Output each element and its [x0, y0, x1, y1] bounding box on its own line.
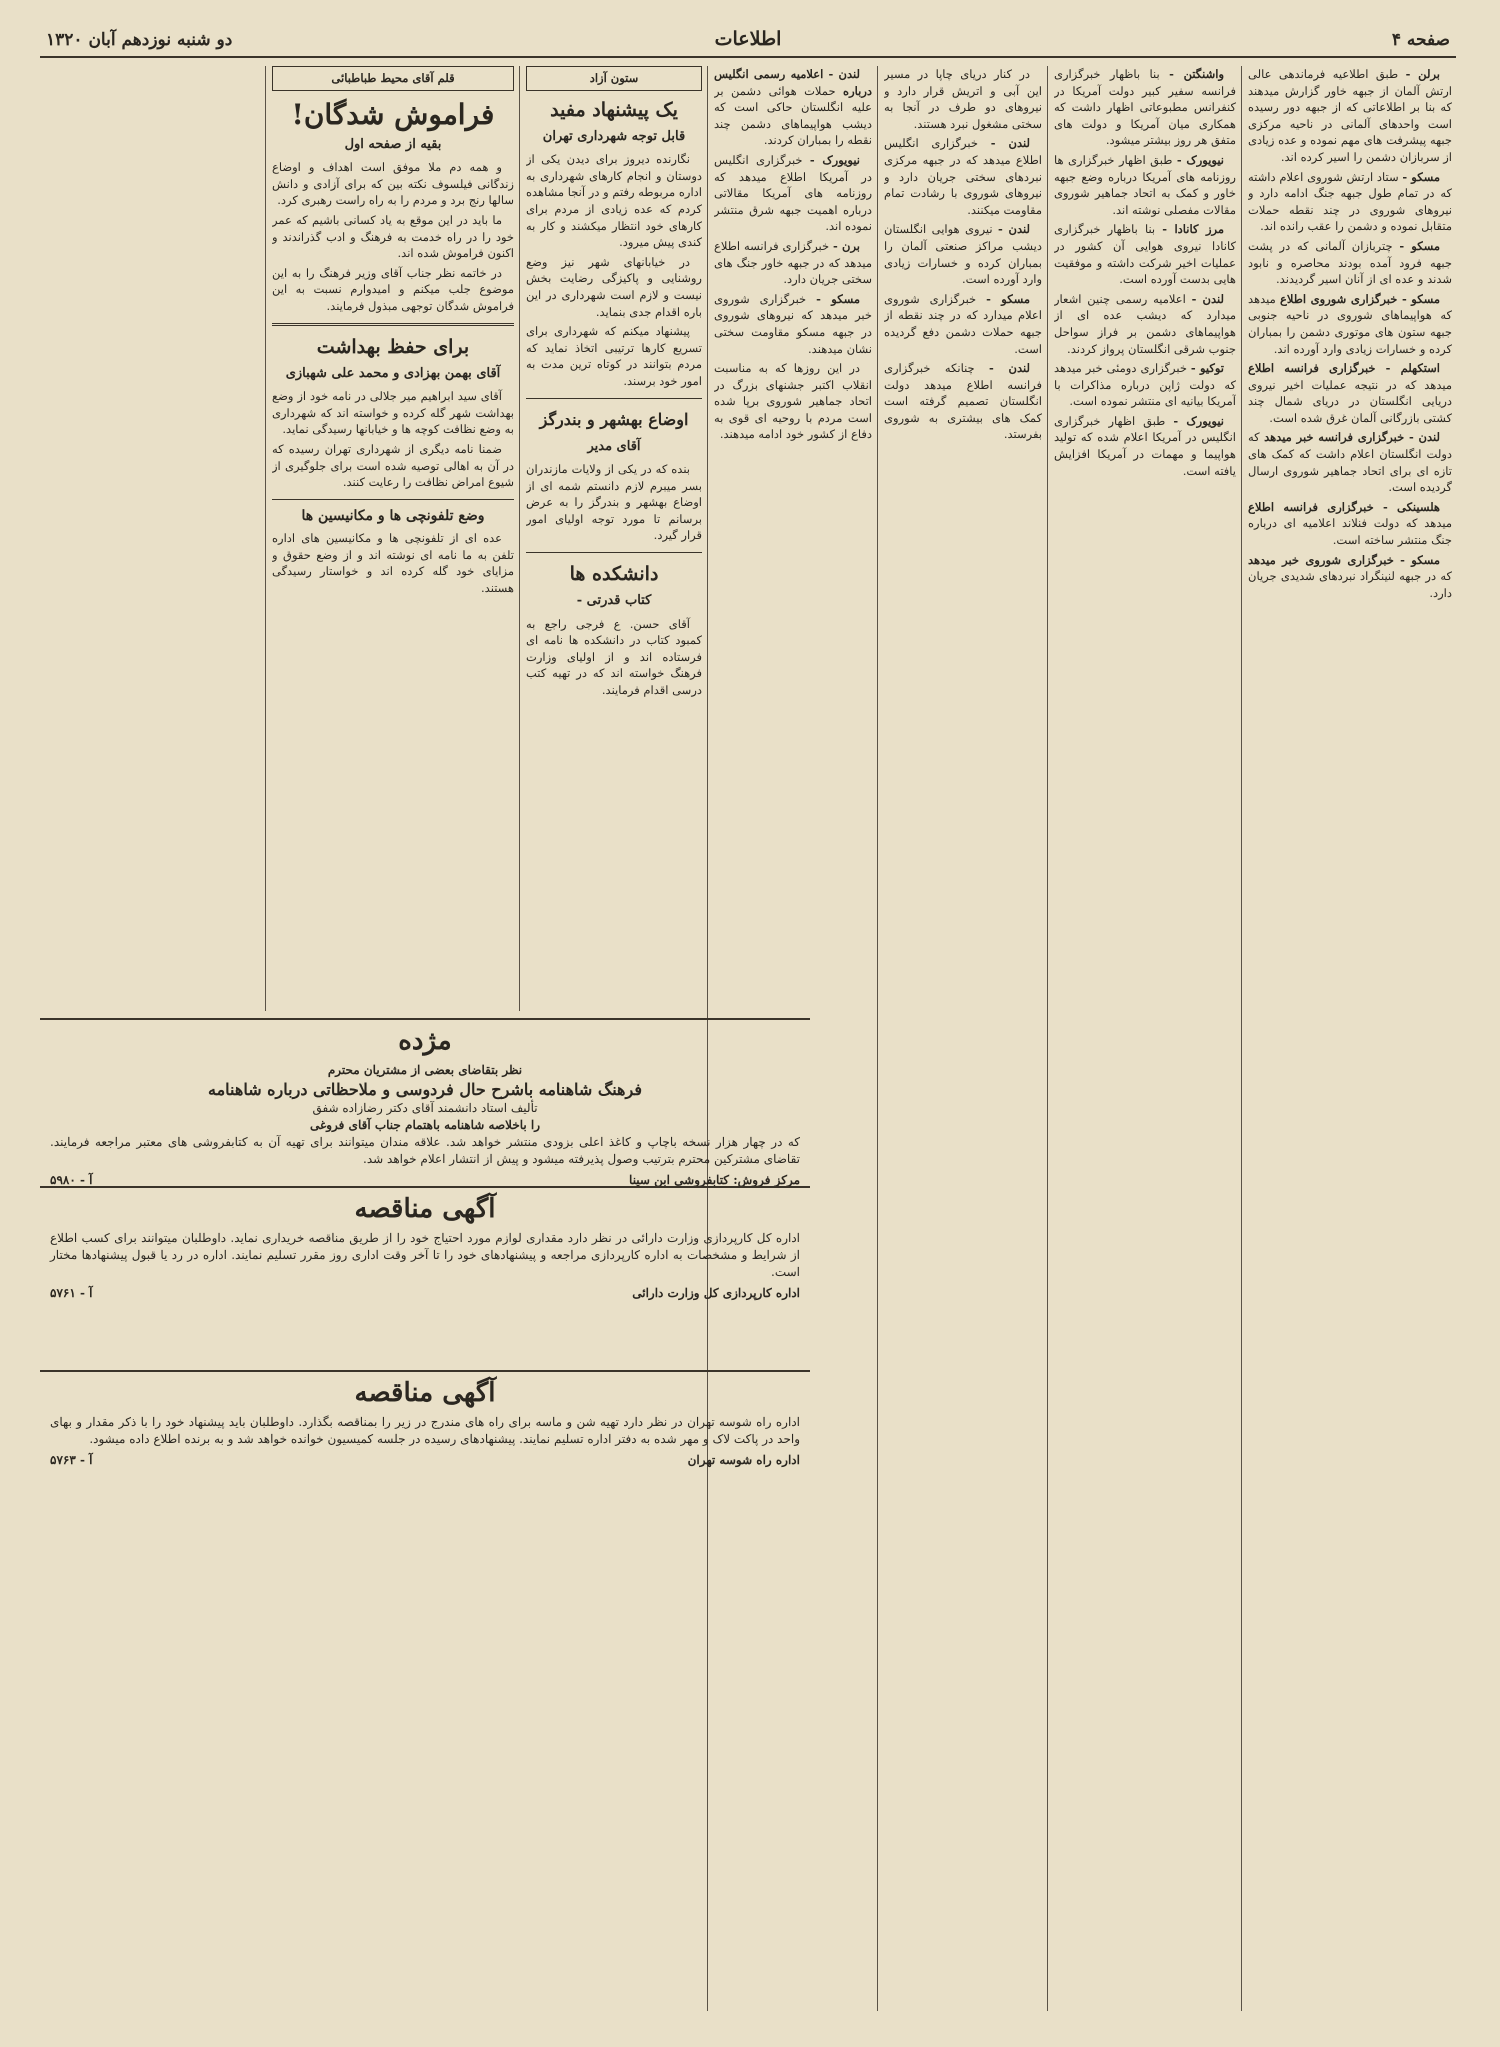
- column-rule: [1241, 66, 1242, 2011]
- tender-signature: اداره راه شوسه تهران: [687, 1453, 800, 1467]
- announcement-box: [40, 1018, 810, 1187]
- news-dispatch: [1248, 552, 1452, 602]
- news-dispatch: [1054, 360, 1236, 410]
- dispatch-dateline: لندن - اعلامیه رسمی انگلیس درباره: [714, 67, 872, 98]
- dispatch-text: چنانکه خبرگزاری فرانسه اطلاع میدهد دولت انگلستان تصمیم گرفته است کمک های بیشتری به شوروی بفرستد.: [884, 361, 1042, 442]
- announcement-author: تألیف استاد دانشمند آقای دکتر رضازاده شفق: [312, 1101, 538, 1115]
- announcement-body: که در چهار هزار نسخه باچاپ و کاغذ اعلی بزودی منتشر خواهد شد. علاقه مندان میتوانند برای تهیه آن به کتابفروشی های معتبر مراجعه فرمایند. تقاضای مشترکین محترم بترتیب وصول پذیرفته میشود و پیش از انتشار اعلام خواهد شد.: [50, 1135, 800, 1166]
- tender-code: آ - ۵۷۶۳: [50, 1453, 93, 1467]
- news-dispatch: [884, 221, 1042, 287]
- section-title: اوضاع بهشهر و بندرگز: [539, 409, 689, 429]
- dispatch-dateline: برلن -: [1405, 67, 1440, 81]
- section-title: دانشکده ها: [569, 563, 659, 586]
- article-paragraph: بنده که در یکی از ولایات مازندران بسر میبرم لازم دانستم شمه ای از اوضاع بهشهر و بندرگز را به عرض برسانم تا مورد توجه اولیای امور قرار گیرد.: [526, 462, 702, 543]
- news-column-3: [884, 66, 1042, 2021]
- dispatch-dateline: نیویورک -: [1173, 413, 1224, 428]
- dispatch-list: [714, 66, 872, 443]
- news-dispatch: [884, 360, 1042, 443]
- dispatch-text: خبرگزاری دومئی خبر میدهد که دولت ژاپن درباره مذاکرات با آمریکا بیانیه ای منتشر نموده است.: [1054, 361, 1236, 409]
- dispatch-dateline: واشنگتن -: [1169, 67, 1224, 81]
- tender-notice: [40, 1186, 810, 1356]
- news-dispatch: [884, 291, 1042, 357]
- tender-footer: [50, 1452, 800, 1469]
- dispatch-text: خبرگزاری انگلیس اطلاع میدهد که در جبهه مرکزی نبردهای سختی جریان دارد و نیروهای شوروی با رشادت تمام مقاومت میکنند.: [884, 136, 1042, 217]
- dispatch-dateline: لندن -: [1191, 291, 1225, 306]
- dispatch-dateline: استکهلم - خبرگزاری فرانسه اطلاع: [1248, 361, 1440, 376]
- page-number: صفحه ۴: [1391, 30, 1450, 50]
- news-dispatch: [714, 152, 872, 235]
- column-title: ستون آزاد: [526, 66, 702, 91]
- dispatch-dateline: لندن - خبرگزاری فرانسه خبر میدهد: [1264, 430, 1440, 445]
- dispatch-dateline: برن -: [832, 238, 861, 253]
- section-subtitle: کتاب قدرتی -: [576, 593, 652, 609]
- announcement-subtitle: فرهنگ شاهنامه باشرح حال فردوسی و ملاحظاتی درباره شاهنامه: [208, 1080, 642, 1099]
- news-dispatch: [1248, 238, 1452, 288]
- article-paragraph: پیشنهاد میکنم که شهرداری برای تسریع کارها ترتیبی اتخاذ نماید که مردم بتوانند در کوتاه ترین مدت به امور خود برسند.: [526, 324, 702, 388]
- news-dispatch: [884, 66, 1042, 132]
- tender-body: اداره کل کارپردازی وزارت دارائی در نظر دارد مقداری لوازم مورد احتیاج خود را از طریق مناقصه خریداری نماید. داوطلبان میتوانند برای کسب اطلاع از شرایط و مشخصات به اداره کارپردازی مراجعه و پیشنهادهای خود را تا آخر وقت اداری روز مقرر تسلیم نمایند. اداره در رد یا قبول پیشنهادها مختار است.: [50, 1231, 800, 1279]
- news-dispatch: [1054, 66, 1236, 149]
- news-column-2: [1054, 66, 1236, 2021]
- dispatch-text: میدهد که در نتیجه عملیات اخیر نیروی دریایی انگلستان در دریای شمال چند کشتی بازرگانی آلمان غرق شده است.: [1248, 377, 1452, 425]
- dispatch-dateline: هلسینکی - خبرگزاری فرانسه اطلاع: [1248, 499, 1440, 514]
- dispatch-text: در کنار دریای چاپا در مسیر این آبی و اتریش قرار دارد و نیروهای دو طرف در آنجا به سختی مشغول نبرد هستند.: [884, 67, 1042, 131]
- news-dispatch: [1054, 221, 1236, 287]
- column-rule: [519, 66, 520, 1011]
- dispatch-text: نیروی هوایی انگلستان دیشب مراکز صنعتی آلمان را بمباران کرده و خسارات زیادی وارد آورده است.: [884, 222, 1042, 287]
- dispatch-dateline: مسکو - خبرگزاری شوروی اطلاع: [1280, 291, 1440, 306]
- dispatch-text: بنا باظهار خبرگزاری کانادا نیروی هوایی آن کشور در عملیات اخیر شرکت داشته و موفقیت هایی بدست آورده است.: [1054, 222, 1236, 287]
- masthead: [40, 26, 1456, 58]
- news-dispatch: [1248, 360, 1452, 426]
- dispatch-text: حملات هوائی دشمن بر علیه انگلستان حاکی است که دیشب هواپیماهای دشمن چند نقطه را بمباران کردند.: [714, 83, 872, 148]
- dispatch-text: طبق اظهار خبرگزاری ها روزنامه های آمریکا درباره وضع جبهه خاور و کمک به اتحاد جماهیر شوروی مقالات مفصلی نوشته اند.: [1054, 152, 1236, 217]
- section-author: آقای مدیر: [587, 438, 641, 454]
- article-subhead: قابل توجه شهرداری تهران: [542, 128, 686, 144]
- article-paragraph: در خاتمه نظر جناب آقای وزیر فرهنگ را به این موضوع جلب میکنم و امیدوارم نسبت به این فراموش شدگان توجهی مبذول فرمایند.: [272, 265, 514, 313]
- tender-notice: [40, 1370, 810, 1550]
- dispatch-text: در این روزها که به مناسبت انقلاب اکتبر جشنهای بزرگ در اتحاد جماهیر شوروی برپا شده است مردم با روحیه ای قوی به دفاع از کشور خود ادامه میدهند.: [714, 361, 872, 442]
- news-dispatch: [1054, 291, 1236, 357]
- announcement-publisher: را باخلاصه شاهنامه باهتمام جناب آقای فروغی: [309, 1118, 541, 1132]
- news-dispatch: [1248, 499, 1452, 549]
- tender-title: آگهی مناقصه: [354, 1378, 496, 1408]
- news-dispatch: [1248, 169, 1452, 235]
- newspaper-name: اطلاعات: [714, 28, 782, 50]
- dispatch-text: ستاد ارتش شوروی اعلام داشته که در تمام طول جبهه جنگ ادامه دارد و نیروهای شوروی در چند نقطه حملات متقابل نموده و دشمن را عقب رانده اند.: [1248, 169, 1452, 234]
- dispatch-dateline: مسکو -: [816, 291, 860, 306]
- dispatch-dateline: لندن -: [998, 222, 1030, 237]
- news-dispatch: [714, 360, 872, 443]
- news-column-1: [1248, 66, 1452, 2021]
- article-headline: فراموش شدگان!: [291, 97, 495, 131]
- tender-footer: [50, 1285, 800, 1302]
- dispatch-dateline: لندن -: [990, 136, 1031, 151]
- news-dispatch: [1248, 291, 1452, 357]
- dispatch-dateline: نیویورک -: [1176, 152, 1225, 167]
- article-paragraph: ما باید در این موقع به یاد کسانی باشیم که عمر خود را در راه خدمت به فرهنگ و ادب گذراندند و اکنون فراموش شده اند.: [272, 212, 514, 261]
- dispatch-dateline: مسکو -: [986, 291, 1030, 306]
- article-paragraph: آقای سید ابراهیم میر جلالی در نامه خود از وضع بهداشت شهر گله کرده و خواسته اند که شهرداری به وضع نظافت کوچه ها و خیابانها رسیدگی نماید.: [272, 389, 514, 437]
- announcement-title: مژده: [398, 1026, 452, 1056]
- issue-date: دو شنبه نوزدهم آبان ۱۳۲۰: [46, 30, 233, 50]
- news-dispatch: [1054, 413, 1236, 479]
- article-paragraph: در خیابانهای شهر نیز وضع روشنایی و پاکیزگی رضایت بخش نیست و لازم است شهرداری در این باره اقدام جدی بنماید.: [526, 254, 702, 319]
- dispatch-text: اعلامیه رسمی چنین اشعار میدارد که دیشب عده ای از هواپیماهای دشمن بر فراز سواحل جنوب شرقی انگلستان پرواز کردند.: [1054, 291, 1236, 356]
- dispatch-text: که دولت انگلستان اعلام داشت که کمک های تازه ای برای اتحاد جماهیر شوروی ارسال گردیده است.: [1248, 430, 1452, 495]
- dispatch-list: [1248, 66, 1452, 601]
- dispatch-dateline: توکیو -: [1190, 361, 1224, 376]
- dispatch-dateline: لندن -: [989, 361, 1030, 376]
- news-dispatch: [1248, 66, 1452, 166]
- news-dispatch: [1248, 429, 1452, 495]
- article-headline: یک پیشنهاد مفید: [550, 98, 678, 121]
- article-paragraph: نگارنده دیروز برای دیدن یکی از دوستان و انجام کارهای شهرداری به اداره مربوطه رفتم و در آنجا مشاهده کردم که عده زیادی از مردم برای کارهای خود انتظار میکشند و کار به کندی پیش میرود.: [526, 152, 702, 250]
- news-dispatch: [714, 66, 872, 149]
- column-rule: [1047, 66, 1048, 2011]
- dispatch-list: [1054, 66, 1236, 479]
- tender-body: اداره راه شوسه تهران در نظر دارد تهیه شن و ماسه برای راه های مندرج در زیر را بمناقصه بگذارد. داوطلبان باید پیشنهاد خود را با ذکر مقدار و بهای واحد در پاکت لاک و مهر شده به دفتر اداره تسلیم نمایند. پیشنهادهای رسیده در جلسه کمیسیون خوانده خواهد شد و به برنده اطلاع داده میشود.: [50, 1415, 800, 1446]
- dispatch-text: میدهد که دولت فنلاند اعلامیه ای درباره جنگ منتشر ساخته است.: [1248, 516, 1452, 548]
- section-title: برای حفظ بهداشت: [316, 335, 470, 358]
- dispatch-text: چتربازان آلمانی که در پشت جبهه فرود آمده بودند محاصره و نابود شدند و عده ای از آنان اسیر گردیدند.: [1248, 238, 1452, 287]
- dispatch-text: طبق اطلاعیه فرماندهی عالی ارتش آلمان از جبهه خاور گزارش میدهند که بنا بر اطلاعاتی که از جبهه دور رسیده است واحدهای آلمانی در ناحیه مرکزی جبهه پیشرفت های مهم نموده و عده زیادی از سربازان دشمن را اسیر کرده اند.: [1248, 67, 1452, 164]
- dispatch-dateline: مسکو -: [1399, 238, 1440, 253]
- dispatch-text: میدهد که هواپیماهای شوروی در ناحیه جنوبی جبهه ستون های موتوری دشمن را بمباران کرده و خسارات زیادی وارد آورده اند.: [1248, 291, 1452, 356]
- section-author: آقای بهمن بهزادی و محمد علی شهبازی: [285, 365, 501, 381]
- newspaper-page: [40, 26, 1456, 2021]
- column-rule: [877, 66, 878, 2011]
- news-dispatch: [714, 291, 872, 357]
- article-subhead: بقیه از صفحه اول: [344, 136, 442, 152]
- tender-code: آ - ۵۷۶۱: [50, 1286, 93, 1300]
- dispatch-text: که در جبهه لنینگراد نبردهای شدیدی جریان دارد.: [1248, 569, 1452, 600]
- news-dispatch: [714, 238, 872, 288]
- news-dispatch: [884, 135, 1042, 218]
- dispatch-text: بنا باظهار خبرگزاری فرانسه سفیر کبیر دولت آمریکا در کنفرانس مطبوعاتی اظهار داشت که همکاری میان آمریکا و دولت های متفق هر روز بیشتر میشود.: [1054, 67, 1236, 148]
- free-column: [526, 66, 702, 1009]
- dispatch-dateline: نیویورک -: [809, 152, 860, 167]
- divider: [526, 552, 702, 553]
- dispatch-text: خبرگزاری انگلیس در آمریکا اطلاع میدهد که روزنامه های آمریکا مقالاتی درباره اهمیت جبهه شرق منتشر نموده اند.: [714, 152, 872, 234]
- dispatch-dateline: مرز کانادا -: [1162, 222, 1225, 237]
- column-rule: [265, 66, 266, 1011]
- divider: [272, 323, 514, 326]
- dispatch-dateline: مسکو - خبرگزاری شوروی خبر میدهد: [1248, 552, 1440, 567]
- article-paragraph: و همه دم ملا موفق است اهداف و اوضاع زندگانی فیلسوف نکته بین که برای آزادی و دانش سالها رنج برد و مردم را به راه راست رهبری کرد.: [272, 160, 514, 208]
- tender-signature: اداره کارپردازی کل وزارت دارائی: [632, 1286, 800, 1300]
- article-author: قلم آقای محیط طباطبائی: [272, 66, 514, 91]
- announcement-salutation: نظر بتقاضای بعضی از مشتریان محترم: [327, 1063, 523, 1077]
- tender-title: آگهی مناقصه: [354, 1194, 496, 1224]
- feature-column: [272, 66, 514, 1009]
- article-paragraph: عده ای از تلفونچی ها و مکانیسین های اداره تلفن به ما نامه ای نوشته اند و از وضع حقوق و مزایای خود گله کرده اند و خواستار رسیدگی هستند.: [272, 531, 514, 596]
- dispatch-list: [884, 66, 1042, 443]
- dispatch-text: خبرگزاری فرانسه اطلاع میدهد که در جبهه خاور جنگ های سختی جریان دارد.: [714, 238, 872, 287]
- announcement-code: آ - ۵۹۸۰: [50, 1173, 93, 1187]
- section-title: وضع تلفونچی ها و مکانیسین ها: [301, 507, 485, 524]
- dispatch-text: خبرگزاری شوروی خبر میدهد که نیروهای شوروی در جبهه مسکو مقاومت سختی نشان میدهند.: [714, 291, 872, 356]
- news-dispatch: [1054, 152, 1236, 218]
- article-paragraph: آقای حسن. ع فرجی راجع به کمبود کتاب در دانشکده ها نامه ای فرستاده اند و از اولیای وزارت فرهنگ خواسته اند که در تهیه کتب درسی اقدام فرمایند.: [526, 616, 702, 698]
- dispatch-text: خبرگزاری شوروی اعلام میدارد که در چند نقطه از جبهه حملات دشمن دفع گردیده است.: [884, 291, 1042, 356]
- announcement-seller: مرکز فروش: کتابفروشی ابن سینا: [629, 1173, 800, 1187]
- dispatch-text: طبق اظهار خبرگزاری انگلیس در آمریکا اعلام شده که تولید هواپیما و مهمات در آمریکا افزایش یافته است.: [1054, 413, 1236, 478]
- article-paragraph: ضمنا نامه دیگری از شهرداری تهران رسیده که در آن به اهالی توصیه شده است برای جلوگیری از شیوع امراض نظافت را رعایت کنند.: [272, 441, 514, 490]
- divider: [272, 499, 514, 500]
- divider: [526, 398, 702, 399]
- dispatch-dateline: مسکو -: [1402, 169, 1440, 184]
